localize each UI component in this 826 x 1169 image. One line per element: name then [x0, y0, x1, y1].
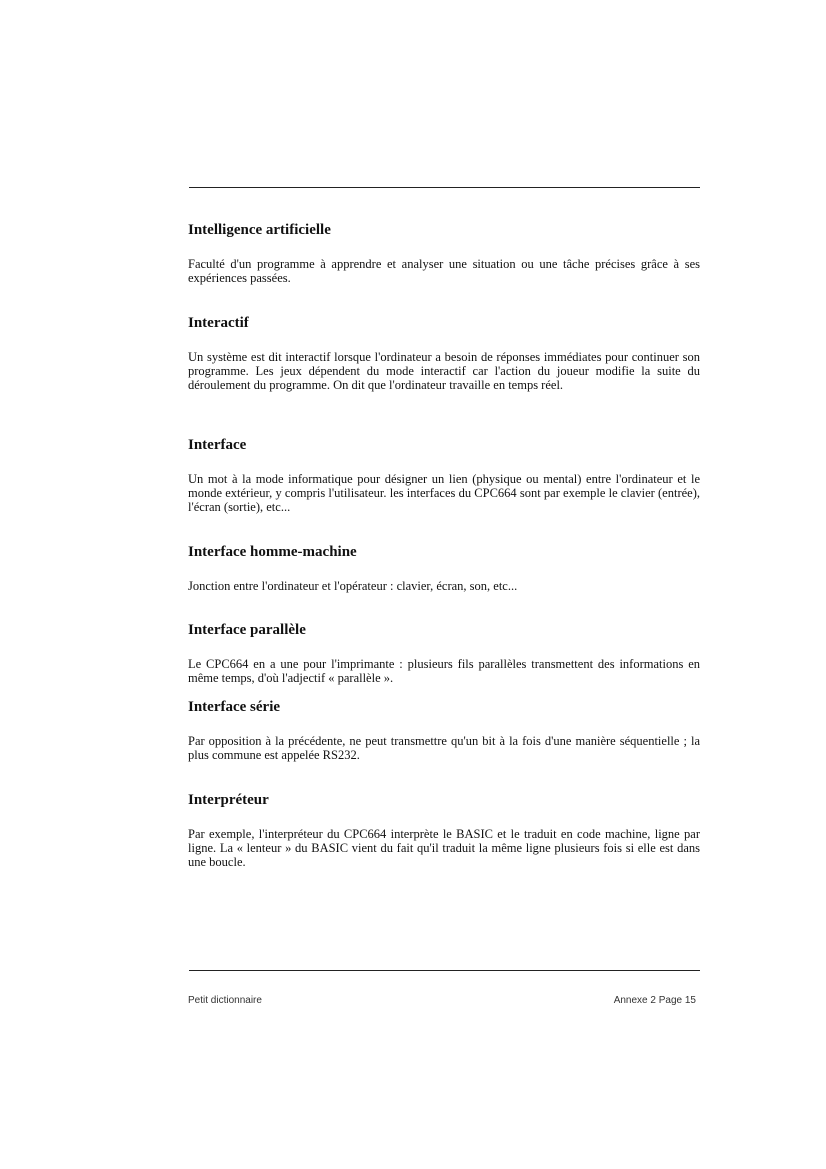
entry-intelligence-artificielle	[188, 221, 700, 285]
entry-definition: Par exemple, l'interpréteur du CPC664 interprète le BASIC et le traduit en code machine, ligne par ligne. La « lenteur » du BASIC vient du fait qu'il traduit la même ligne plusieurs fois si elle est dans une boucle.	[188, 827, 700, 869]
entry-interactif	[188, 314, 700, 392]
bottom-rule	[189, 970, 700, 971]
top-rule	[189, 187, 700, 188]
entry-definition: Faculté d'un programme à apprendre et analyser une situation ou une tâche précises grâce à ses expériences passées.	[188, 257, 700, 285]
entry-definition: Jonction entre l'ordinateur et l'opérateur : clavier, écran, son, etc...	[188, 579, 518, 593]
footer-right: Annexe 2 Page 15	[613, 995, 696, 1006]
entry-term: Interactif	[188, 315, 249, 331]
entry-definition: Un mot à la mode informatique pour désigner un lien (physique ou mental) entre l'ordinateur et le monde extérieur, y compris l'utilisateur. les interfaces du CPC664 sont par exemple le clavier (entrée), l'écran (sortie), etc...	[188, 472, 700, 514]
entry-term: Interface homme-machine	[188, 544, 357, 560]
entry-term: Interpréteur	[188, 792, 269, 808]
entry-interpreteur	[188, 791, 700, 869]
entry-definition: Par opposition à la précédente, ne peut transmettre qu'un bit à la fois d'une manière séquentielle ; la plus commune est appelée RS232.	[188, 734, 700, 762]
footer-left: Petit dictionnaire	[188, 995, 262, 1006]
entry-term: Intelligence artificielle	[188, 222, 331, 238]
entry-interface	[188, 436, 700, 514]
entry-term: Interface parallèle	[188, 622, 306, 638]
entry-interface-parallele	[188, 621, 700, 685]
entry-definition: Le CPC664 en a une pour l'imprimante : plusieurs fils parallèles transmettent des informations en même temps, d'où l'adjectif « parallèle ».	[188, 657, 700, 685]
entry-interface-serie	[188, 698, 700, 762]
entry-interface-homme-machine	[188, 543, 700, 593]
entry-term: Interface série	[188, 699, 281, 715]
entry-term: Interface	[188, 437, 247, 453]
entry-definition: Un système est dit interactif lorsque l'ordinateur a besoin de réponses immédiates pour continuer son programme. Les jeux dépendent du mode interactif car l'action du joueur modifie la suite du déroulement du programme. On dit que l'ordinateur travaille en temps réel.	[188, 350, 700, 392]
